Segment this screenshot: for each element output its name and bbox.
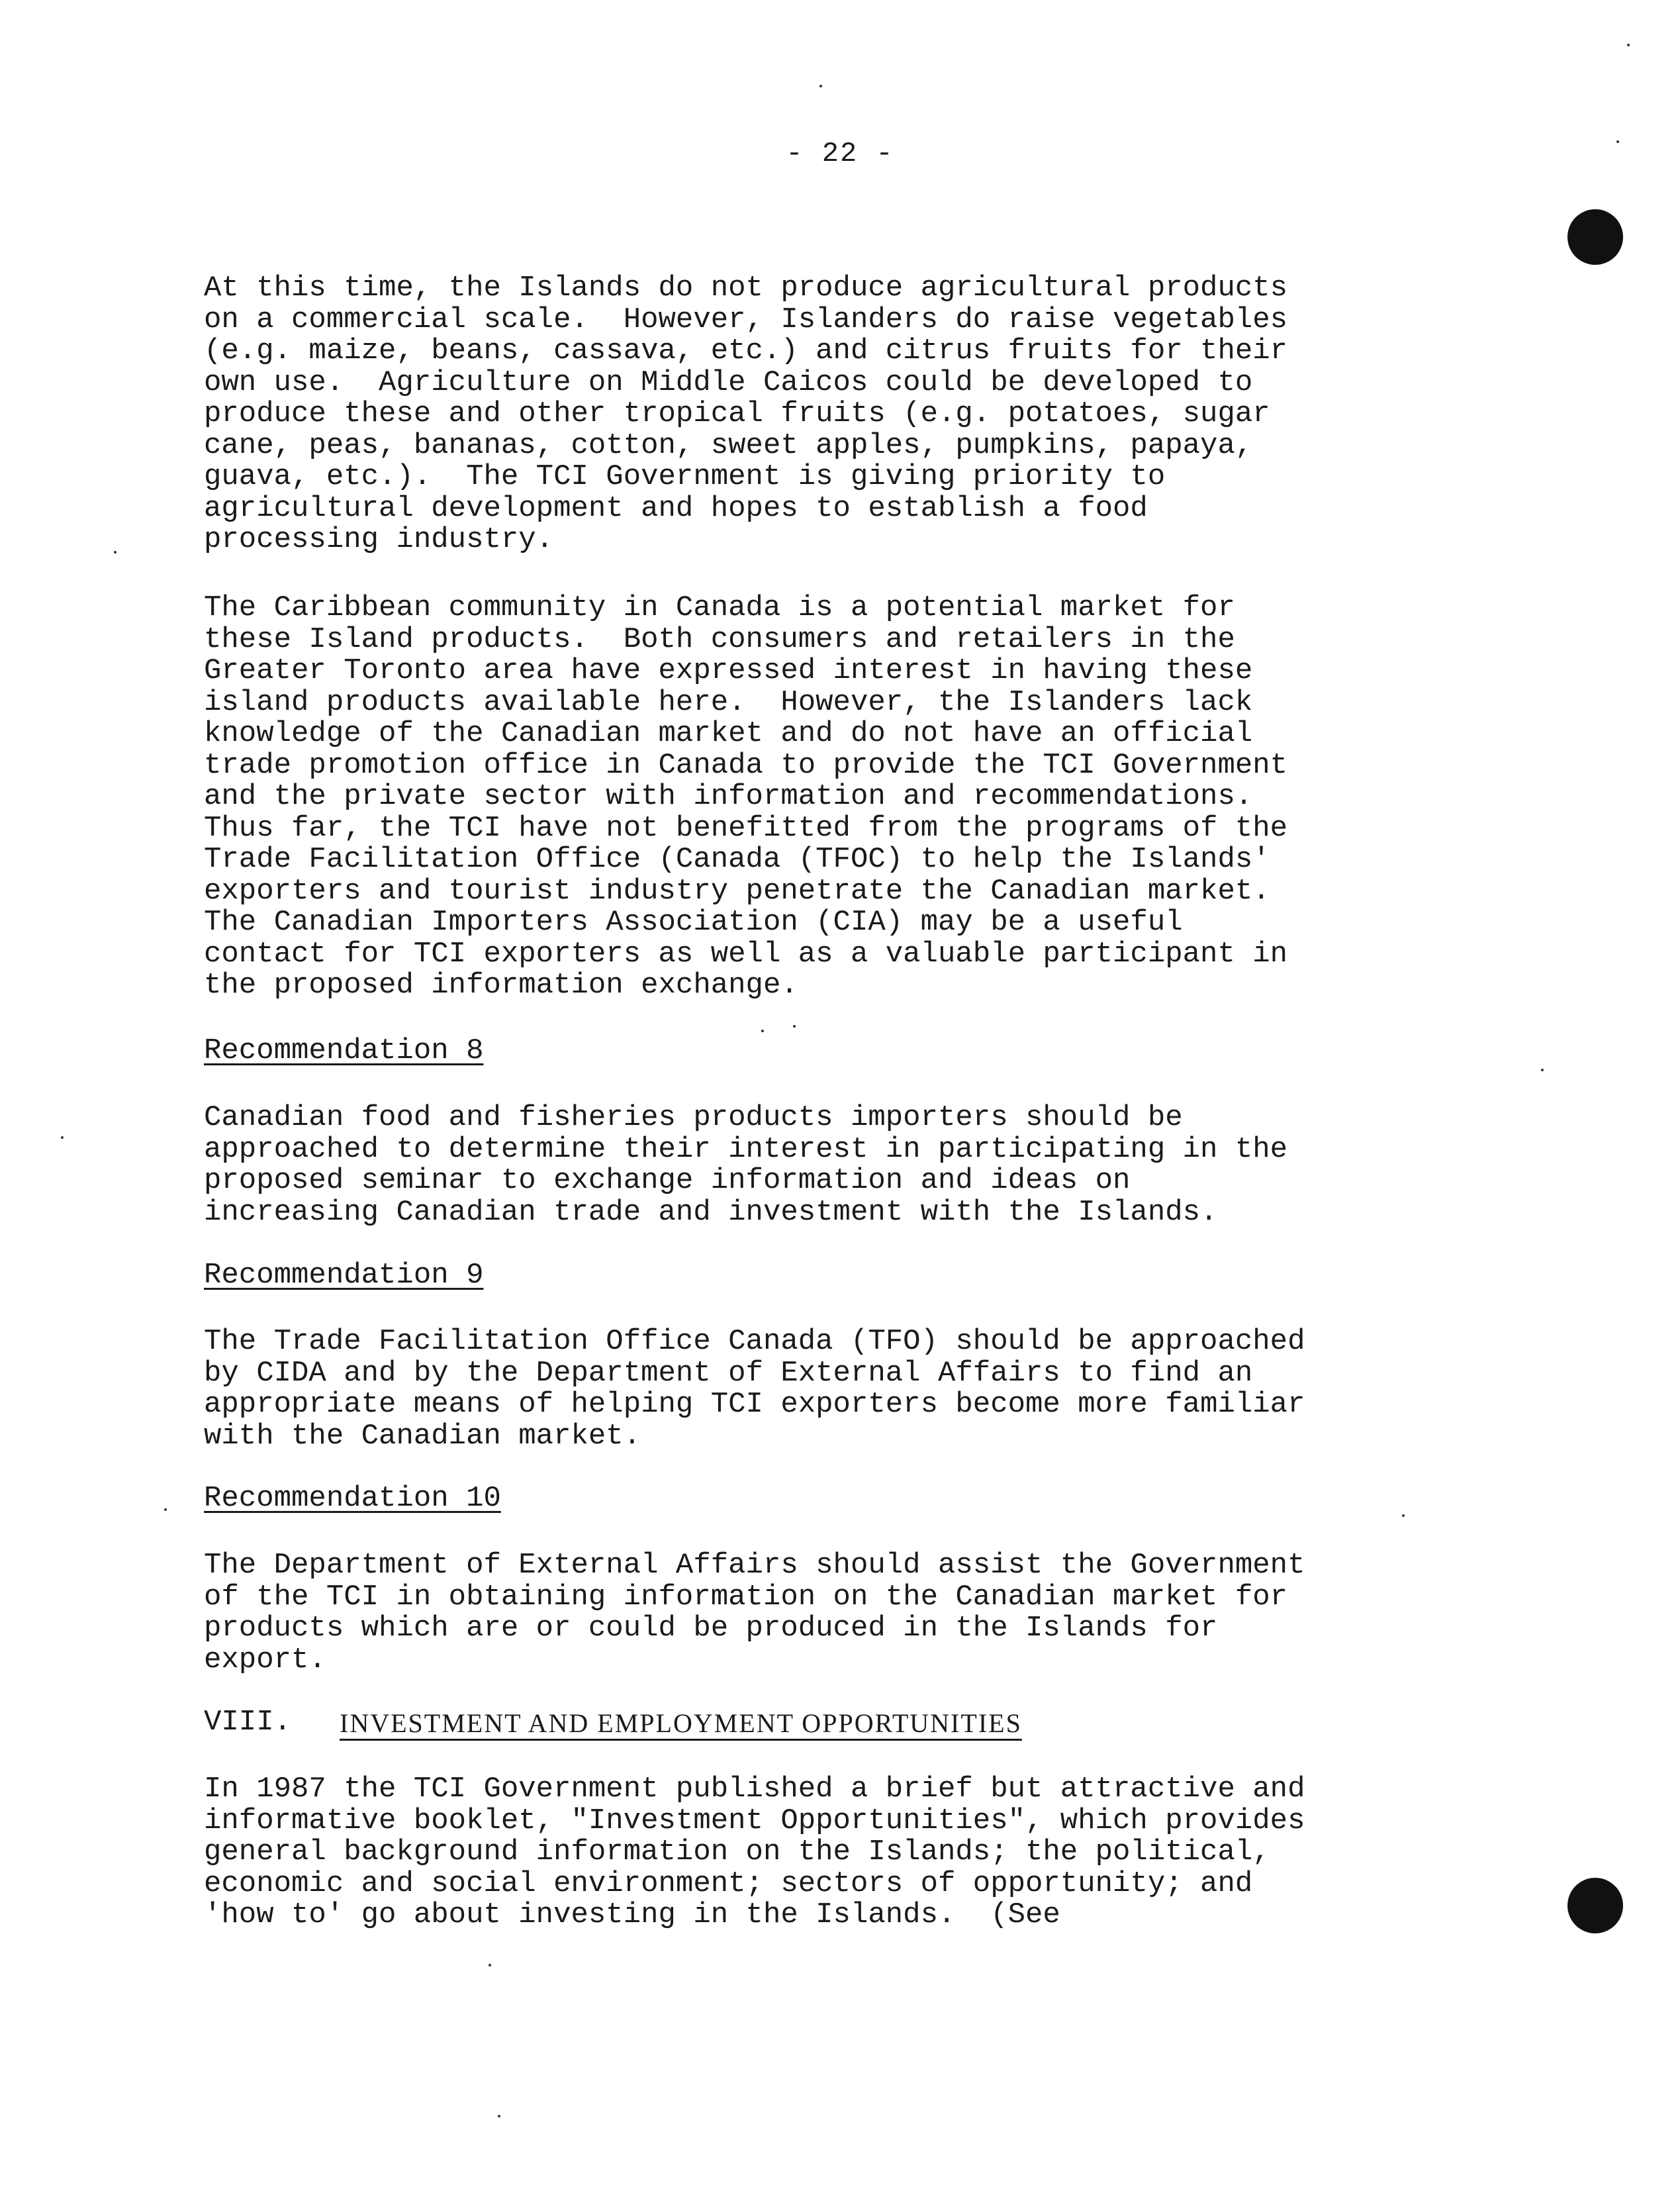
scan-speck	[1616, 140, 1619, 143]
paragraph-recommendation-8: Canadian food and fisheries products importers should be approached to determine their interest in participating in the proposed seminar to exchange information and ideas on increasing Canadian trade and investment with the Islands.	[204, 1101, 1288, 1229]
scan-speck	[114, 551, 117, 554]
section-number: VIII.	[204, 1706, 292, 1739]
punch-hole-top	[1567, 209, 1623, 265]
punch-hole-bottom	[1567, 1878, 1623, 1933]
recommendation-10-heading: Recommendation 10	[204, 1482, 501, 1515]
scan-speck	[1627, 44, 1630, 46]
recommendation-8-heading: Recommendation 8	[204, 1034, 484, 1067]
paragraph-recommendation-9: The Trade Facilitation Office Canada (TFO) should be approached by CIDA and by the Department of External Affairs to find an appropriate means of helping TCI exporters become more familiar with the Canadian market.	[204, 1325, 1305, 1453]
scan-speck	[1402, 1514, 1405, 1517]
scan-speck	[761, 1030, 764, 1032]
scan-speck	[819, 85, 822, 87]
scan-speck	[489, 1964, 491, 1966]
scan-speck	[61, 1136, 64, 1139]
recommendation-9-heading: Recommendation 9	[204, 1259, 484, 1292]
scan-speck	[1541, 1069, 1544, 1071]
paragraph-investment-booklet: In 1987 the TCI Government published a brief but attractive and informative booklet, "Investment Opportunities", which provides general background information on the Islands; the political, economic and social environment; sectors of opportunity; and 'how to' go about investing in the Islands. (See	[204, 1772, 1305, 1931]
scan-speck	[498, 2115, 500, 2117]
section-title: INVESTMENT AND EMPLOYMENT OPPORTUNITIES	[340, 1708, 1022, 1738]
scan-speck	[164, 1508, 167, 1511]
scan-speck	[793, 1025, 796, 1028]
paragraph-agriculture: At this time, the Islands do not produce agricultural products on a commercial scale. However, Islanders do raise vegetables (e.g. maize, beans, cassava, etc.) and citrus fruits for their own use. Agriculture on Middle Caicos could be developed to produce these and other tropical fruits (e.g. potatoes, sugar cane, peas, bananas, cotton, sweet apples, pumpkins, papaya, guava, etc.). The TCI Government is giving priority to agricultural development and hopes to establish a food processing industry.	[204, 271, 1288, 556]
page-number: - 22 -	[786, 138, 894, 170]
paragraph-caribbean-market: The Caribbean community in Canada is a potential market for these Island products. Both consumers and retailers in the Greater Toronto area have expressed interest in having these island products available here. However, the Islanders lack knowledge of the Canadian market and do not have an official trade promotion office in Canada to provide the TCI Government and the private sector with information and recommendations. Thus far, the TCI have not benefitted from the programs of the Trade Facilitation Office (Canada (TFOC) to help the Islands' exporters and tourist industry penetrate the Canadian market. The Canadian Importers Association (CIA) may be a useful contact for TCI exporters as well as a valuable participant in the proposed information exchange.	[204, 591, 1288, 1002]
paragraph-recommendation-10: The Department of External Affairs should assist the Government of the TCI in obtaining information on the Canadian market for products which are or could be produced in the Islands for export.	[204, 1549, 1305, 1676]
